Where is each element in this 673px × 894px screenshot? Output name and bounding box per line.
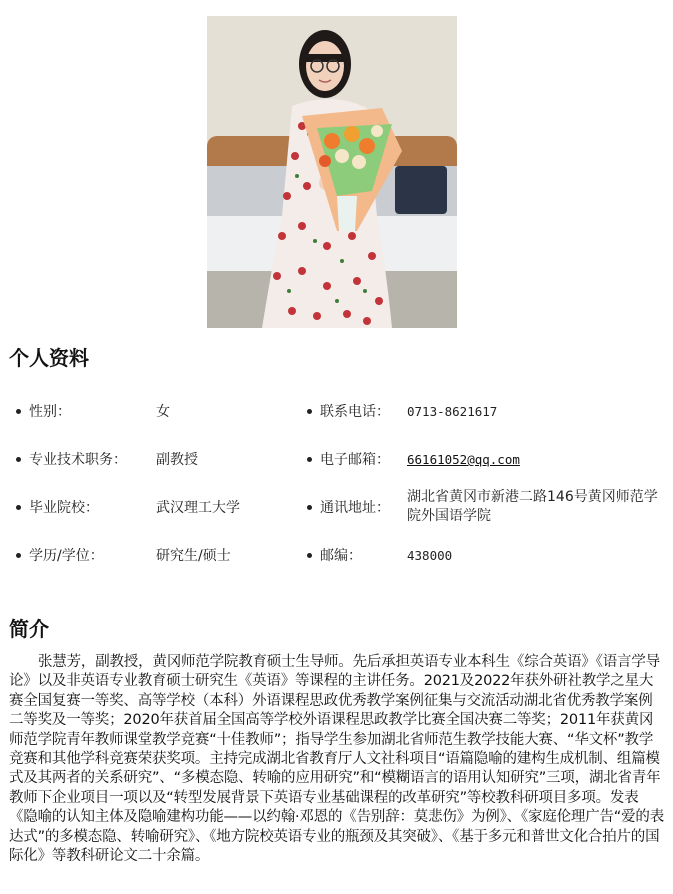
field-label-address: 通讯地址： (320, 500, 390, 516)
intro-paragraph: 张慧芳，副教授，黄冈师范学院教育硕士生导师。先后承担英语专业本科生《综合英语》《语言学导论》以及非英语专业教育硕士研究生《英语》等课程的主讲任务。2021及2022年获外研社教学之星大赛全国复赛一等奖、高等学校（本科）外语课程思政优秀教学案例征集与交流活动湖北省优秀教学案例二等奖及一等奖；2020年获首届全国高等学校外语课程思政教学比赛全国决赛二等奖；2011年获黄冈师范学院青年教师课堂教学竞赛“十佳教师”；指导学生参加湖北省师范生教学技能大赛、“华文杯”教学竞赛和其他学科竞赛荣获奖项。主持完成湖北省教育厅人文社科项目“语篇隐喻的建构生成机制、组篇模式及其两者的关系研究”、“多模态隐、转喻的应用研究”和“模糊语言的语用认知研究”三项，湖北省青年教师下企业项目一项以及“转型发展背景下英语专业基础课程的改革研究”等校教科研项目多项。发表《隐喻的认知主体及隐喻建构功能——以约翰·邓恩的《告别辞：莫悲伤》为例》、《家庭伦理广告“爱的表达式”的多模态隐、转喻研究》、《地方院校英语专业的瓶颈及其突破》、《基于多元和普世文化合拍片的国际化》等教科研论文二十余篇。 (9, 654, 665, 865)
field-value-email (407, 451, 520, 469)
intro-section-title: 简介 (9, 617, 49, 641)
field-label-postcode: 邮编： (320, 548, 362, 564)
bullet-icon (307, 505, 312, 510)
field-value-gender: 女 (156, 404, 170, 420)
field-label-title: 专业技术职务： (29, 452, 127, 468)
field-label-phone: 联系电话： (320, 404, 390, 420)
bullet-icon (16, 505, 21, 510)
bullet-icon (307, 553, 312, 558)
bullet-icon (16, 457, 21, 462)
field-label-gender: 性别： (29, 404, 71, 420)
bullet-icon (16, 553, 21, 558)
field-value-title: 副教授 (156, 452, 198, 468)
field-label-school: 毕业院校： (29, 500, 99, 516)
field-value-school: 武汉理工大学 (156, 500, 240, 516)
field-label-degree: 学历/学位： (29, 548, 104, 564)
field-label-email: 电子邮箱： (320, 452, 390, 468)
field-value-postcode: 438000 (407, 548, 453, 563)
bullet-icon (307, 457, 312, 462)
email-link[interactable]: 66161052@qq.com (407, 452, 520, 467)
field-value-address: 湖北省黄冈市新港二路146号黄冈师范学院外国语学院 (407, 489, 658, 524)
profile-section-title: 个人资料 (9, 346, 89, 370)
field-value-phone: 0713-8621617 (407, 404, 498, 419)
field-value-degree: 研究生/硕士 (156, 548, 231, 564)
bullet-icon (307, 409, 312, 414)
bullet-icon (16, 409, 21, 414)
profile-photo (207, 16, 457, 328)
